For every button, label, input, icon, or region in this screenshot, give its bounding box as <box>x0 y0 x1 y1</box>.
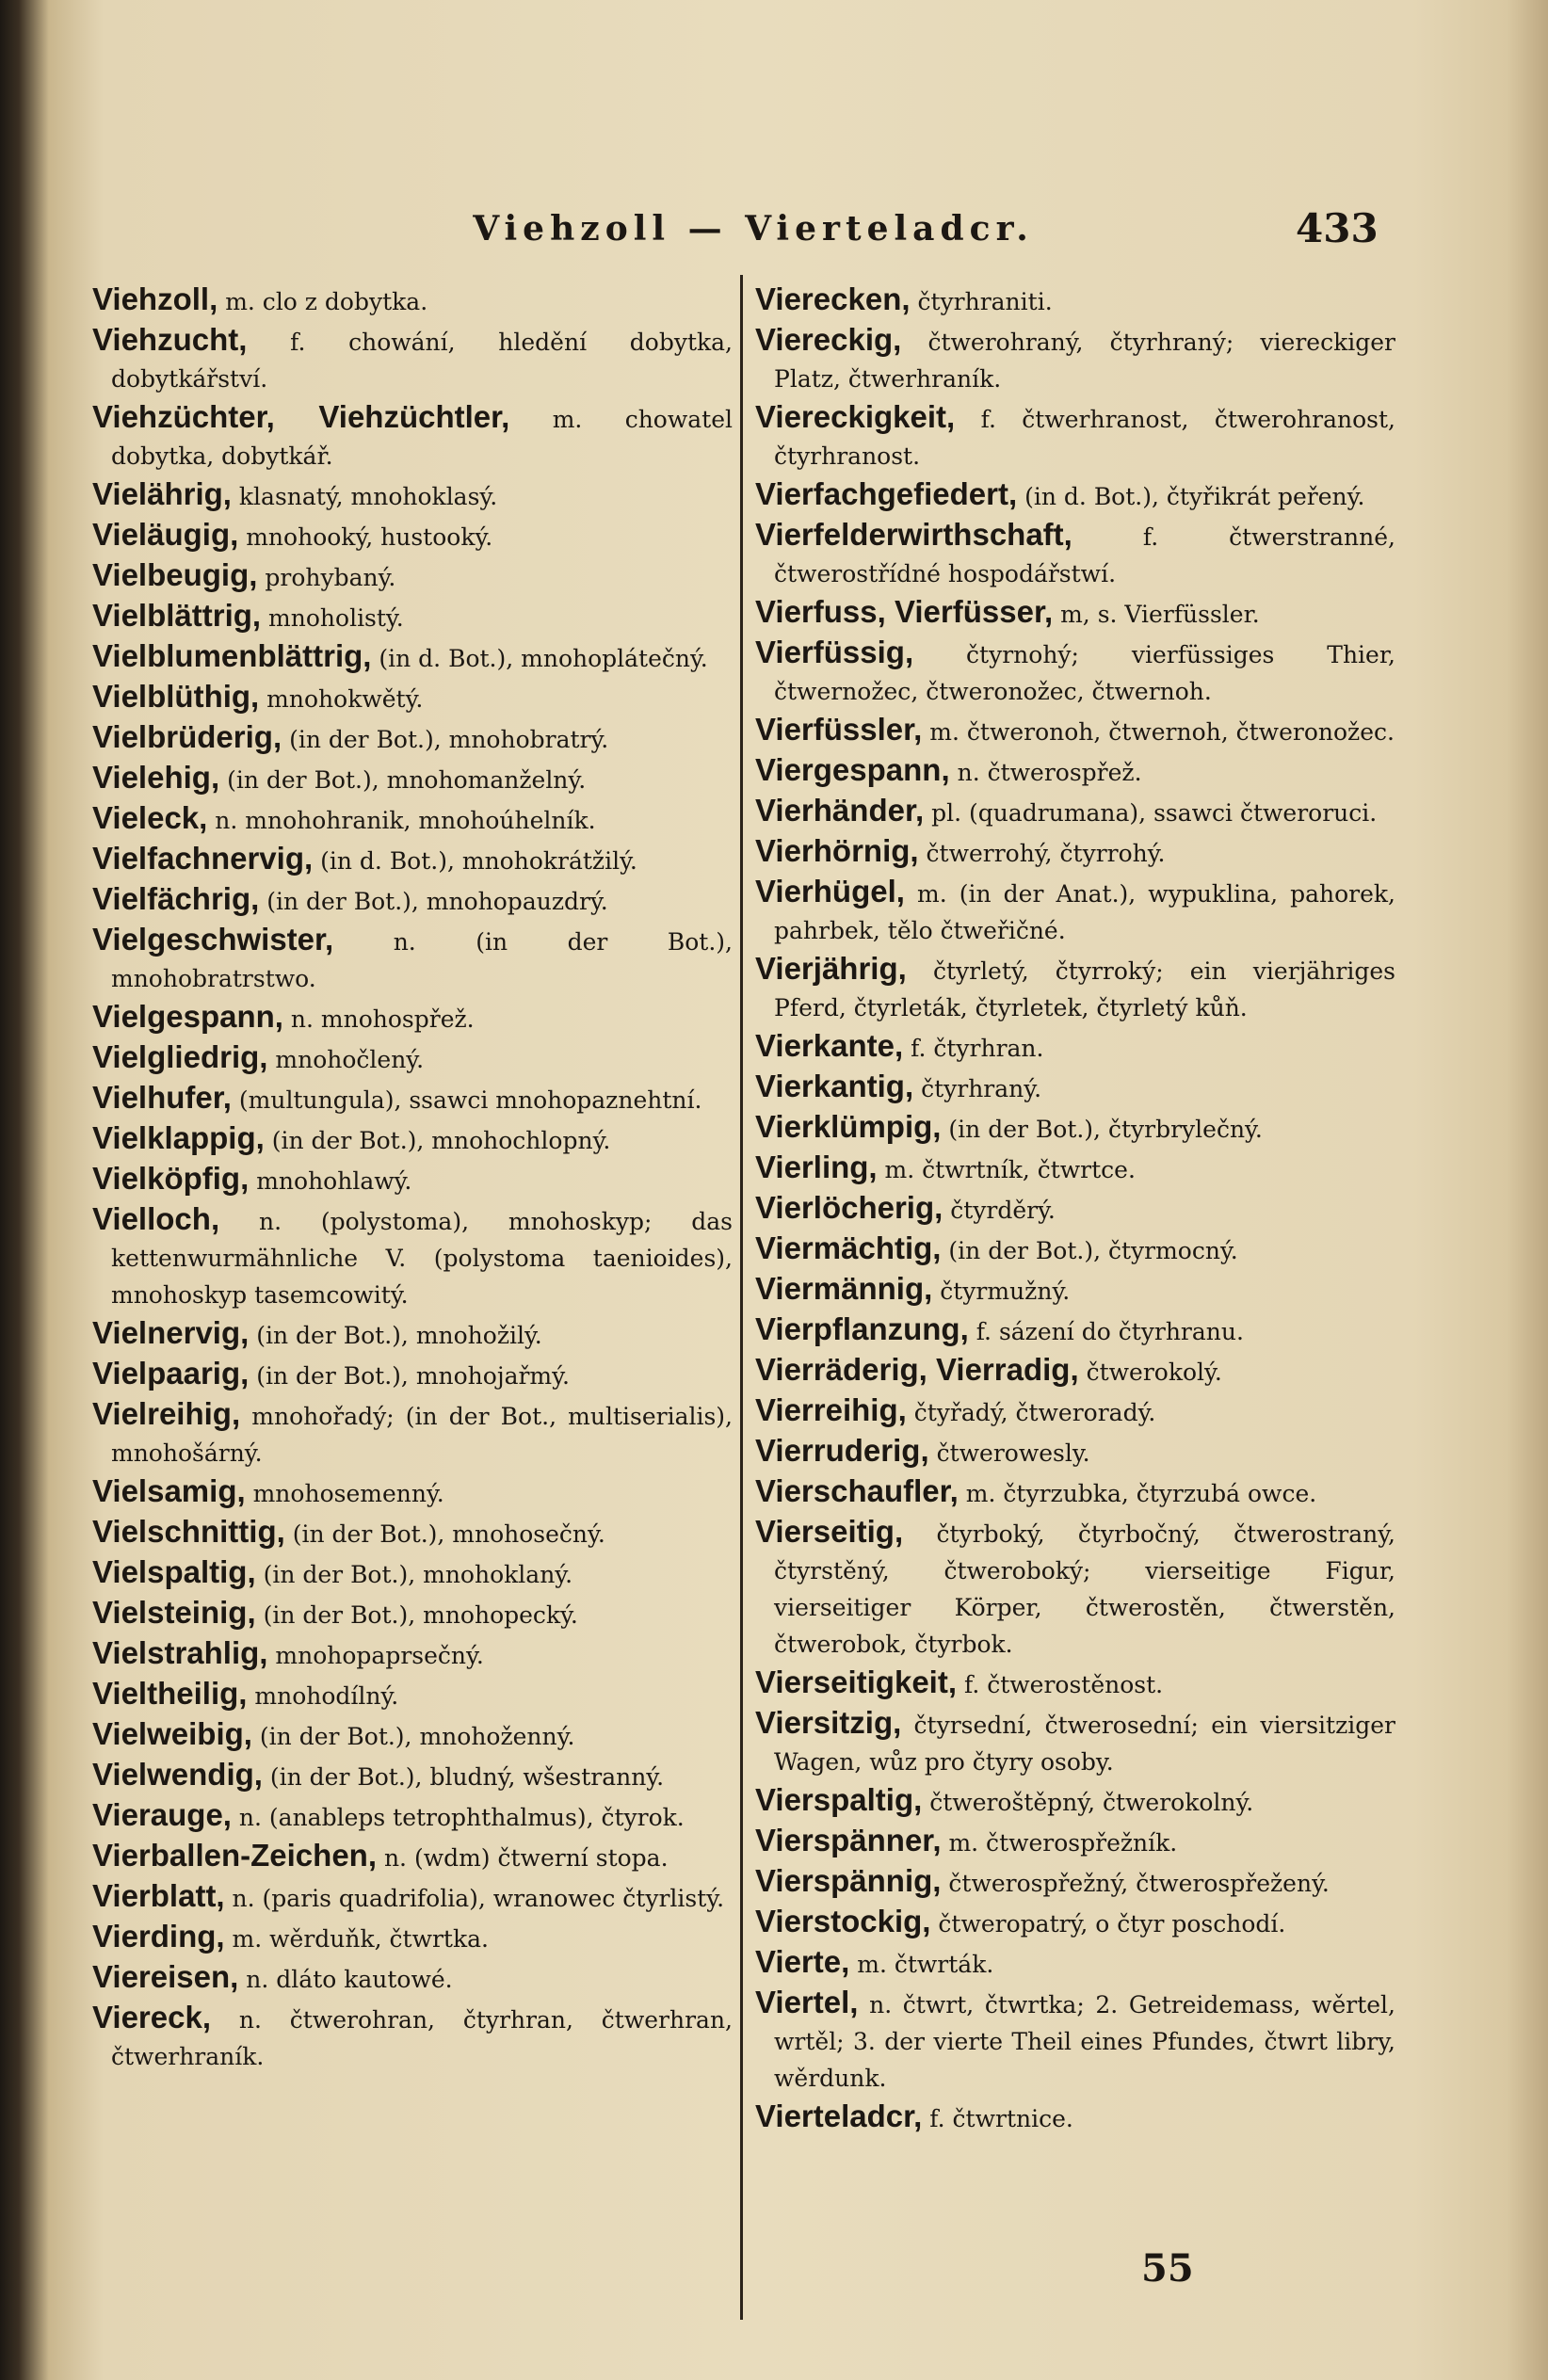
definition: n. dláto kautowé. <box>238 1966 453 1993</box>
definition: (in der Bot.), mnohožilý. <box>249 1322 542 1349</box>
dictionary-entry <box>755 2098 1395 2137</box>
headword: Vielstrahlig, <box>92 1635 268 1670</box>
dictionary-entry <box>92 1918 733 1957</box>
definition: m, s. Vierfüssler. <box>1053 601 1260 628</box>
dictionary-entry <box>92 678 733 717</box>
definition: (in d. Bot.), čtyřikrát peřený. <box>1017 483 1365 510</box>
dictionary-entry <box>755 1149 1395 1188</box>
definition: klasnatý, mnohoklasý. <box>231 483 498 510</box>
definition: f. čtwerstranné, čtwerostřídné hospodářstwí. <box>774 523 1395 587</box>
dictionary-entry <box>755 1903 1395 1942</box>
headword: Vierstockig, <box>755 1904 931 1938</box>
headword: Vieläugig, <box>92 517 239 552</box>
headword: Vierfachgefiedert, <box>755 476 1018 511</box>
dictionary-entry <box>755 1781 1395 1821</box>
headword: Vierte, <box>755 1944 850 1979</box>
dictionary-entry <box>755 475 1395 515</box>
headword: Vielgespann, <box>92 999 283 1034</box>
dictionary-entry <box>92 281 733 320</box>
headword: Vielreihig, <box>92 1396 241 1431</box>
headword: Viermännig, <box>755 1271 933 1306</box>
headword: Vierblatt, <box>92 1878 225 1913</box>
dictionary-entry <box>92 1594 733 1633</box>
dictionary-entry <box>92 1877 733 1917</box>
definition: čtwerohraný, čtyrhraný; viereckiger Platz, čtwerhraník. <box>774 329 1395 393</box>
definition: čtyrletý, čtyrroký; ein vierjähriges Pferd, čtyrleták, čtyrletek, čtyrletý kůň. <box>774 957 1395 1021</box>
definition: m. čtweronoh, čtwernoh, čtweronožec. <box>922 718 1395 746</box>
dictionary-entry <box>755 1704 1395 1780</box>
dictionary-entry <box>755 950 1395 1026</box>
definition: čtyrmužný. <box>932 1278 1071 1305</box>
definition: m. chowatel dobytka, dobytkář. <box>111 406 733 470</box>
dictionary-entry <box>92 556 733 596</box>
definition: mnohooký, hustooký. <box>238 523 493 551</box>
definition: n. mnohohranik, mnohoúhelník. <box>207 807 596 834</box>
headword: Viehzoll, <box>92 281 218 316</box>
dictionary-entry <box>92 1395 733 1471</box>
definition: (multungula), ssawci mnohopaznehtní. <box>231 1086 702 1114</box>
headword: Viereisen, <box>92 1959 239 1994</box>
dictionary-entry <box>92 637 733 677</box>
dictionary-entry <box>755 1068 1395 1107</box>
dictionary-entry <box>755 321 1395 397</box>
left-column <box>92 281 733 2076</box>
definition: mnohosemenný. <box>245 1480 444 1507</box>
headword: Vielblüthig, <box>92 679 260 714</box>
dictionary-entry <box>755 516 1395 592</box>
headword: Vierklümpig, <box>755 1109 942 1144</box>
definition: čtyrsední, čtwerosední; ein viersitziger Wagen, wůz pro čtyry osoby. <box>774 1712 1395 1776</box>
dictionary-entry <box>755 281 1395 320</box>
headword: Vierteladcr, <box>755 2099 923 2133</box>
headword: Viehzucht, <box>92 322 248 357</box>
headword: Vielfachnervig, <box>92 841 314 876</box>
dictionary-entry <box>755 398 1395 474</box>
definition: (in der Bot.), mnohoklaný. <box>255 1561 573 1588</box>
headword: Vierseitigkeit, <box>755 1664 958 1699</box>
headword: Vielnervig, <box>92 1315 250 1350</box>
dictionary-entry <box>755 1513 1395 1663</box>
dictionary-entry <box>92 1472 733 1512</box>
headword: Vierjährig, <box>755 951 907 986</box>
definition: (in der Bot.), mnohojařmý. <box>249 1362 570 1390</box>
dictionary-entry <box>92 1756 733 1795</box>
definition: čtweroštěpný, čtwerokolný. <box>922 1789 1254 1816</box>
definition: (in d. Bot.), mnohokrátžilý. <box>313 847 637 875</box>
headword: Vierräderig, Vierradig, <box>755 1352 1079 1387</box>
dictionary-entry <box>755 634 1395 710</box>
headword: Vierfüssler, <box>755 712 923 747</box>
headword: Vierauge, <box>92 1797 232 1832</box>
definition: čtwerokolý. <box>1078 1359 1222 1386</box>
headword: Vierfuss, Vierfüsser, <box>755 594 1054 629</box>
headword: Vierspänner, <box>755 1823 942 1857</box>
dictionary-entry <box>92 1355 733 1394</box>
headword: Vielblumenblättrig, <box>92 638 372 673</box>
headword: Vielklappig, <box>92 1120 265 1155</box>
headword: Vierschaufler, <box>755 1473 959 1508</box>
definition: m. čtwrták. <box>849 1951 994 1978</box>
headword: Vielpaarig, <box>92 1356 250 1391</box>
dictionary-entry <box>755 1027 1395 1067</box>
definition: n. mnohospřež. <box>282 1005 475 1033</box>
dictionary-entry <box>92 1160 733 1199</box>
definition: f. čtyrhran. <box>903 1035 1044 1062</box>
right-column <box>755 281 1395 2138</box>
headword: Vielhufer, <box>92 1080 232 1115</box>
dictionary-entry <box>92 475 733 515</box>
definition: čtwerrohý, čtyrrohý. <box>918 840 1166 867</box>
headword: Viereckigkeit, <box>755 399 956 434</box>
headword: Vielsteinig, <box>92 1595 256 1630</box>
dictionary-entry <box>755 1391 1395 1431</box>
definition: f. čtwerostěnost. <box>957 1671 1164 1698</box>
dictionary-entry <box>92 1513 733 1552</box>
headword: Vierecken, <box>755 281 911 316</box>
dictionary-entry <box>755 1943 1395 1983</box>
dictionary-entry <box>755 1432 1395 1471</box>
dictionary-entry <box>92 1715 733 1755</box>
definition: n. (polystoma), mnohoskyp; das kettenwurmähnliche V. (polystoma taenioides), mnohoskyp tasemcowitý. <box>111 1208 733 1309</box>
definition: mnohočlený. <box>267 1046 425 1073</box>
dictionary-entry <box>92 880 733 920</box>
headword: Vierspännig, <box>755 1863 942 1898</box>
headword: Vielährig, <box>92 476 232 511</box>
headword: Vielbeugig, <box>92 557 258 592</box>
definition: f. čtwerhranost, čtwerohranost, čtyrhranost. <box>774 406 1395 470</box>
dictionary-entry <box>92 1634 733 1674</box>
definition: n. čtwrt, čtwrtka; 2. Getreidemass, wěrtel, wrtěl; 3. der vierte Theil eines Pfundes, čtwrt libry, wěrdunk. <box>774 1991 1395 2092</box>
headword: Vielblättrig, <box>92 598 262 633</box>
definition: m. wěrduňk, čtwrtka. <box>224 1925 489 1953</box>
headword: Vielbrüderig, <box>92 719 282 754</box>
dictionary-entry <box>92 921 733 997</box>
headword: Viersitzig, <box>755 1705 902 1740</box>
definition: čtyrboký, čtyrbočný, čtwerostraný, čtyrstěný, čtweroboký; vierseitige Figur, vierseitiger Körper, čtwerostěn, čtwerstěn, čtwerobok, čtyrbok. <box>774 1520 1395 1658</box>
definition: mnoholistý. <box>261 604 404 632</box>
definition: n. čtwerohran, čtyrhran, čtwerhran, čtwerhraník. <box>111 2006 733 2070</box>
dictionary-entry <box>92 1837 733 1876</box>
headword: Vielgeschwister, <box>92 922 334 957</box>
headword: Vierballen-Zeichen, <box>92 1838 377 1873</box>
dictionary-entry <box>92 398 733 474</box>
running-head: Viehzoll — Vierteladcr. <box>473 209 1034 249</box>
page-number: 433 <box>1296 205 1379 251</box>
headword: Vierhänder, <box>755 793 925 828</box>
headword: Vielschnittig, <box>92 1514 285 1549</box>
dictionary-entry <box>92 718 733 758</box>
headword: Viertel, <box>755 1985 859 2019</box>
headword: Vieltheilig, <box>92 1676 248 1711</box>
headword: Vierseitig, <box>755 1514 904 1549</box>
definition: (in d. Bot.), mnohoplátečný. <box>371 645 708 672</box>
definition: mnohokwětý. <box>259 685 424 713</box>
signature-mark: 55 <box>1141 2246 1194 2291</box>
dictionary-entry <box>92 1796 733 1836</box>
headword: Vielköpfig, <box>92 1161 250 1196</box>
definition: (in der Bot.), mnohobratrý. <box>282 726 609 753</box>
definition: mnohodílný. <box>247 1682 399 1710</box>
headword: Vierruderig, <box>755 1433 929 1468</box>
definition: mnohopaprsečný. <box>267 1642 484 1669</box>
headword: Vierpflanzung, <box>755 1311 969 1346</box>
dictionary-entry <box>755 751 1395 791</box>
dictionary-entry <box>755 593 1395 633</box>
dictionary-entry <box>92 1675 733 1714</box>
headword: Vieleck, <box>92 800 208 835</box>
definition: čtyrděrý. <box>943 1197 1056 1224</box>
definition: čtyrnohý; vierfüssiges Thier, čtwernožec, čtweronožec, čtwernoh. <box>774 641 1395 705</box>
dictionary-entry <box>92 1958 733 1998</box>
definition: m. (in der Anat.), wypuklina, pahorek, pahrbek, tělo čtweřičné. <box>774 880 1395 944</box>
headword: Vielloch, <box>92 1201 220 1236</box>
definition: n. (paris quadrifolia), wranowec čtyrlistý. <box>224 1885 725 1912</box>
definition: čtyrhraný. <box>913 1075 1042 1102</box>
definition: m. čtwrtník, čtwrtce. <box>877 1156 1136 1183</box>
definition: n. (anableps tetrophthalmus), čtyrok. <box>231 1804 685 1831</box>
dictionary-entry <box>755 1822 1395 1861</box>
dictionary-entry <box>755 1862 1395 1902</box>
headword: Vierkantig, <box>755 1069 914 1103</box>
dictionary-entry <box>755 711 1395 750</box>
headword: Vielspaltig, <box>92 1554 256 1589</box>
headword: Viereck, <box>92 2000 212 2034</box>
dictionary-entry <box>755 1270 1395 1310</box>
definition: čtwerowesly. <box>928 1439 1090 1467</box>
headword: Viereckig, <box>755 322 902 357</box>
headword: Vierkante, <box>755 1028 904 1063</box>
definition: mnohohlawý. <box>249 1167 412 1195</box>
dictionary-entry <box>755 1351 1395 1391</box>
dictionary-entry <box>755 832 1395 872</box>
headword: Viehzüchter, Viehzüchtler, <box>92 399 510 434</box>
definition: (in der Bot.), čtyrmocný. <box>941 1237 1238 1264</box>
headword: Vierding, <box>92 1919 225 1954</box>
dictionary-entry <box>92 1119 733 1159</box>
headword: Vierspaltig, <box>755 1782 923 1817</box>
definition: m. čtwerospřežník. <box>941 1829 1178 1857</box>
dictionary-entry <box>92 516 733 555</box>
definition: (in der Bot.), mnohopecký. <box>255 1601 578 1629</box>
dictionary-entry <box>92 321 733 397</box>
dictionary-entry <box>755 792 1395 831</box>
dictionary-entry <box>755 1664 1395 1703</box>
column-divider <box>740 275 743 2320</box>
headword: Vierreihig, <box>755 1392 907 1427</box>
definition: prohybaný. <box>257 564 396 591</box>
definition: čtyřadý, čtweroradý. <box>906 1399 1156 1426</box>
definition: (in der Bot.), mnohochlopný. <box>264 1127 611 1154</box>
dictionary-entry <box>92 998 733 1037</box>
headword: Vierhörnig, <box>755 833 919 868</box>
definition: (in der Bot.), mnohosečný. <box>284 1520 605 1548</box>
dictionary-entry <box>92 1200 733 1313</box>
dictionary-entry <box>755 873 1395 949</box>
headword: Vielgliedrig, <box>92 1039 268 1074</box>
definition: čtweropatrý, o čtyr poschodí. <box>930 1910 1286 1938</box>
definition: (in der Bot.), čtyrbrylečný. <box>941 1116 1263 1143</box>
dictionary-entry <box>92 1999 733 2075</box>
headword: Vielweibig, <box>92 1716 252 1751</box>
headword: Vielfächrig, <box>92 881 260 916</box>
definition: n. čtwerospřež. <box>949 759 1142 786</box>
definition: n. (wdm) čtwerní stopa. <box>377 1844 669 1872</box>
headword: Vielehig, <box>92 760 220 795</box>
definition: n. (in der Bot.), mnohobratrstwo. <box>111 928 733 992</box>
definition: čtwerospřežný, čtwerospřežený. <box>941 1870 1330 1897</box>
dictionary-entry <box>755 1311 1395 1350</box>
definition: (in der Bot.), bludný, wšestranný. <box>262 1763 665 1791</box>
definition: mnohořadý; (in der Bot., multiserialis), mnohošárný. <box>111 1403 733 1467</box>
dictionary-entry <box>755 1230 1395 1269</box>
dictionary-entry <box>755 1984 1395 2097</box>
headword: Vierhügel, <box>755 874 905 909</box>
headword: Vierling, <box>755 1150 878 1184</box>
definition: pl. (quadrumana), ssawci čtweroruci. <box>924 799 1378 827</box>
headword: Viermächtig, <box>755 1230 942 1265</box>
definition: m. clo z dobytka. <box>218 288 428 315</box>
dictionary-entry <box>755 1108 1395 1148</box>
dictionary-entry <box>755 1472 1395 1512</box>
definition: f. čtwrtnice. <box>922 2105 1073 2132</box>
definition: f. chowání, hledění dobytka, dobytkářství. <box>111 329 733 393</box>
headword: Viergespann, <box>755 752 950 787</box>
definition: (in der Bot.), mnohopauzdrý. <box>259 888 608 915</box>
dictionary-entry <box>92 597 733 636</box>
dictionary-entry <box>92 759 733 798</box>
definition: (in der Bot.), mnohoženný. <box>251 1723 575 1750</box>
dictionary-entry <box>92 840 733 879</box>
dictionary-entry <box>92 1314 733 1354</box>
dictionary-entry <box>92 1038 733 1078</box>
headword: Vielwendig, <box>92 1757 263 1792</box>
dictionary-entry <box>92 799 733 839</box>
definition: m. čtyrzubka, čtyrzubá owce. <box>958 1480 1317 1507</box>
definition: (in der Bot.), mnohomanželný. <box>219 766 587 794</box>
definition: čtyrhraniti. <box>910 288 1053 315</box>
headword: Vierfelderwirthschaft, <box>755 517 1072 552</box>
dictionary-entry <box>92 1079 733 1118</box>
headword: Vielsamig, <box>92 1473 246 1508</box>
dictionary-entry <box>92 1553 733 1593</box>
headword: Vierlöcherig, <box>755 1190 943 1225</box>
definition: f. sázení do čtyrhranu. <box>968 1318 1244 1345</box>
dictionary-entry <box>755 1189 1395 1229</box>
headword: Vierfüssig, <box>755 635 914 669</box>
